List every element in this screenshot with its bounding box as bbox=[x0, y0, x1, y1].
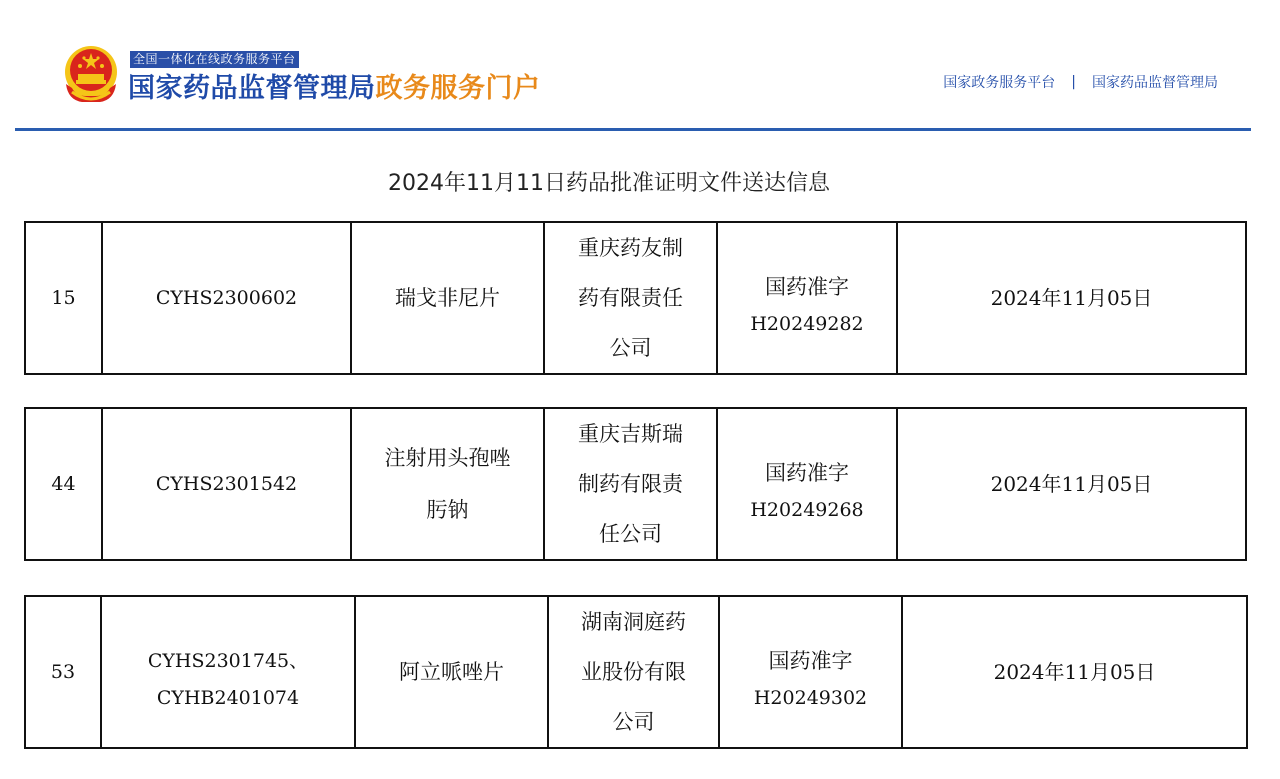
row-number: 44 bbox=[25, 408, 102, 560]
page-title: 2024年11月11日药品批准证明文件送达信息 bbox=[388, 171, 830, 196]
company-name: 重庆吉斯瑞 制药有限责 任公司 bbox=[544, 408, 717, 560]
site-title-main: 国家药品监督管理局 bbox=[128, 73, 376, 104]
site-title-accent: 政务服务门户 bbox=[375, 73, 541, 104]
row-number: 15 bbox=[25, 222, 102, 374]
drug-name: 瑞戈非尼片 bbox=[351, 222, 544, 374]
acceptance-code-line: CYHS2300602 bbox=[155, 286, 298, 309]
acceptance-code bbox=[102, 408, 351, 560]
delivery-date: 2024年11月05日 bbox=[897, 222, 1246, 374]
approval-code: H20249282 bbox=[750, 313, 864, 335]
table-row bbox=[25, 408, 1246, 560]
table-row bbox=[25, 596, 1247, 748]
drug-name: 阿立哌唑片 bbox=[355, 596, 548, 748]
table-row bbox=[25, 222, 1246, 374]
national-emblem-icon bbox=[60, 44, 122, 108]
company-name: 重庆药友制 药有限责任 公司 bbox=[544, 222, 717, 374]
approval-code: H20249302 bbox=[753, 687, 868, 709]
delivery-date: 2024年11月05日 bbox=[902, 596, 1247, 748]
delivery-date: 2024年11月05日 bbox=[897, 408, 1246, 560]
approval-table bbox=[24, 221, 1247, 375]
site-title[interactable] bbox=[128, 72, 541, 106]
approval-prefix: 国药准字 bbox=[765, 461, 849, 485]
row-number: 53 bbox=[25, 596, 101, 748]
acceptance-code bbox=[102, 222, 351, 374]
approval-number bbox=[719, 596, 902, 748]
approval-table bbox=[24, 595, 1248, 749]
link-national-gov-service-platform[interactable]: 国家政务服务平台 bbox=[943, 75, 1056, 91]
link-nmpa[interactable]: 国家药品监督管理局 bbox=[1092, 75, 1218, 91]
top-links bbox=[943, 72, 1218, 92]
approval-number bbox=[717, 408, 897, 560]
site-header bbox=[0, 0, 1280, 132]
approval-code: H20249268 bbox=[750, 499, 864, 521]
platform-tag[interactable]: 全国一体化在线政务服务平台 bbox=[130, 51, 299, 68]
approval-prefix: 国药准字 bbox=[768, 649, 853, 673]
acceptance-code-line: CYHS2301542 bbox=[155, 472, 298, 495]
approval-number bbox=[717, 222, 897, 374]
acceptance-code-line: CYHB2401074 bbox=[156, 687, 300, 709]
header-divider bbox=[15, 128, 1251, 131]
drug-name: 注射用头孢唑 肟钠 bbox=[351, 408, 544, 560]
approval-prefix: 国药准字 bbox=[765, 275, 849, 299]
approval-table bbox=[24, 407, 1247, 561]
company-name: 湖南洞庭药 业股份有限 公司 bbox=[548, 596, 719, 748]
link-separator: | bbox=[1071, 74, 1076, 90]
acceptance-code bbox=[101, 596, 355, 748]
acceptance-code-line: CYHS2301745、 bbox=[147, 650, 309, 672]
